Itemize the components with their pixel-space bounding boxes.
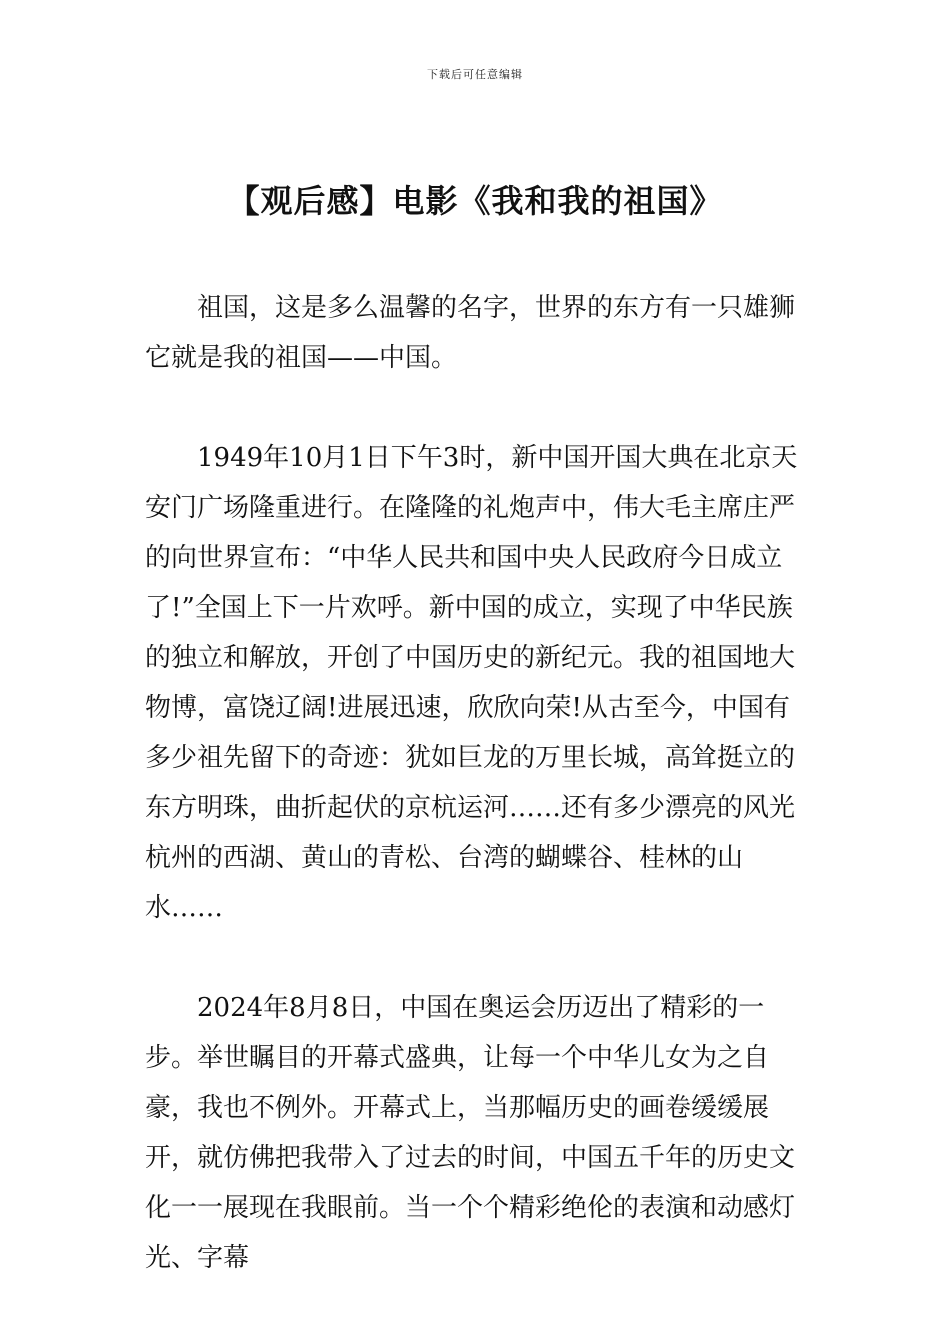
page-header-note: 下载后可任意编辑	[427, 68, 523, 81]
paragraph-1: 祖国，这是多么温馨的名字，世界的东方有一只雄狮它就是我的祖国——中国。	[145, 293, 796, 373]
paragraph-spacer	[145, 933, 810, 983]
document-body	[145, 283, 810, 1283]
paragraph-3: 2024年8月8日，中国在奥运会历迈出了精彩的一步。举世瞩目的开幕式盛典，让每一个中华儿女为之自豪，我也不例外。开幕式上，当那幅历史的画卷缓缓展开，就仿佛把我带入了过去的时间，中国五千年的历史文化一一展现在我眼前。当一个个精彩绝伦的表演和动感灯光、字幕	[145, 993, 796, 1273]
document-title: 【观后感】电影《我和我的祖国》	[227, 182, 723, 220]
paragraph-2: 1949年10月1日下午3时，新中国开国大典在北京天安门广场隆重进行。在隆隆的礼炮声中，伟大毛主席庄严的向世界宣布：“中华人民共和国中央人民政府今日成立了!”全国上下一片欢呼。新中国的成立，实现了中华民族的独立和解放，开创了中国历史的新纪元。我的祖国地大物博，富饶辽阔!进展迅速，欣欣向荣!从古至今，中国有多少祖先留下的奇迹：犹如巨龙的万里长城，高耸挺立的东方明珠，曲折起伏的京杭运河……还有多少漂亮的风光杭州的西湖、黄山的青松、台湾的蝴蝶谷、桂林的山水……	[145, 443, 798, 923]
paragraph-spacer	[145, 383, 810, 433]
